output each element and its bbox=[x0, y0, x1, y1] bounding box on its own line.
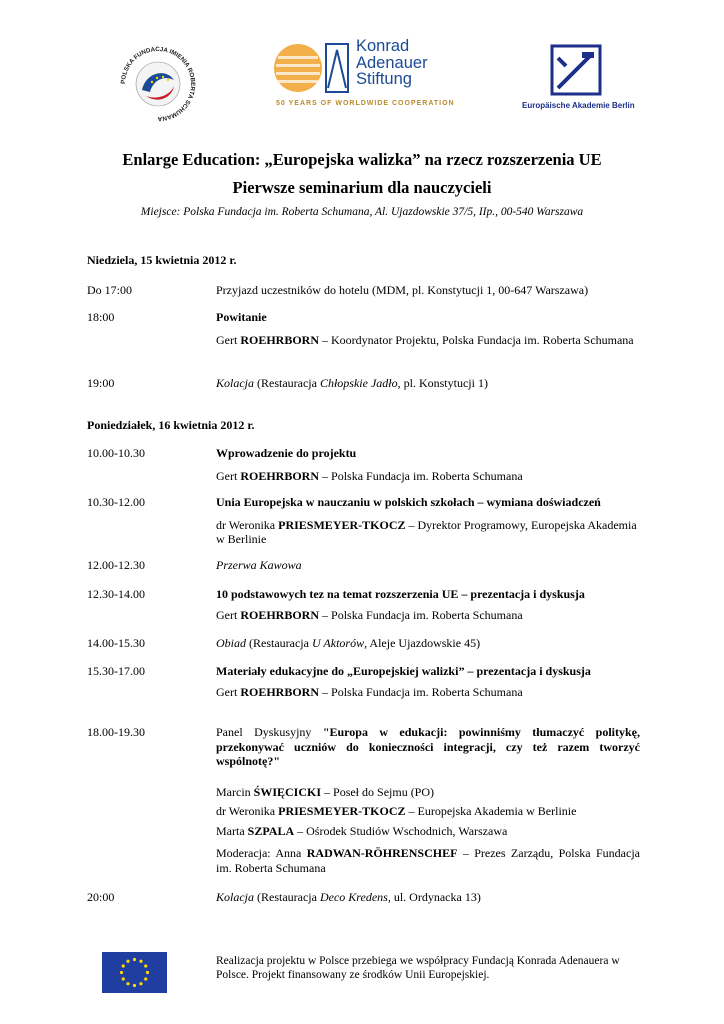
europaeische-akademie-logo bbox=[522, 44, 635, 112]
time-cell: 19:00 bbox=[87, 376, 115, 390]
eu-star bbox=[120, 971, 123, 974]
time-cell: 15.30-17.00 bbox=[87, 664, 145, 678]
agenda-item: Obiad (Restauracja U Aktorów, Aleje Ujazdowskie 45) bbox=[216, 636, 481, 650]
agenda-item: Powitanie Gert ROEHRBORN – Koordynator Projektu, Polska Fundacja im. Roberta Schumana bbox=[216, 310, 634, 347]
kas-tagline: 50 YEARS OF WORLDWIDE COOPERATION bbox=[276, 100, 455, 107]
agenda-item: Kolacja (Restauracja Deco Kredens, ul. Ordynacka 13) bbox=[216, 890, 481, 904]
schuman-foundation-logo bbox=[116, 42, 200, 126]
eu-star bbox=[139, 982, 142, 985]
eu-star bbox=[122, 964, 125, 967]
day-heading-monday: Poniedziałek, 16 kwietnia 2012 r. bbox=[87, 418, 255, 432]
eu-star bbox=[122, 977, 125, 980]
agenda-item: 10 podstawowych tez na temat rozszerzenia UE – prezentacja i dyskusja Gert ROEHRBORN – Polska Fundacja im. Roberta Schumana bbox=[216, 587, 585, 622]
eu-star bbox=[133, 958, 136, 961]
eu-star bbox=[126, 960, 129, 963]
time-cell: 18:00 bbox=[87, 310, 115, 324]
time-cell: 20:00 bbox=[87, 890, 115, 904]
day-heading-sunday: Niedziela, 15 kwietnia 2012 r. bbox=[87, 253, 237, 267]
time-cell: 18.00-19.30 bbox=[87, 725, 145, 739]
agenda-item: Kolacja (Restauracja Chłopskie Jadło, pl. Konstytucji 1) bbox=[216, 376, 488, 390]
time-cell: 12.00-12.30 bbox=[87, 558, 145, 572]
time-cell: 10.00-10.30 bbox=[87, 446, 145, 460]
time-cell: 10.30-12.00 bbox=[87, 495, 145, 509]
eu-star bbox=[144, 977, 147, 980]
agenda-item: Przerwa Kawowa bbox=[216, 558, 302, 572]
time-cell: 14.00-15.30 bbox=[87, 636, 145, 650]
eab-name: Europäische Akademie Berlin bbox=[522, 101, 635, 110]
kas-name: Konrad Adenauer Stiftung bbox=[356, 37, 428, 88]
eu-star bbox=[133, 984, 136, 987]
eu-flag-icon bbox=[102, 952, 167, 993]
document-subtitle: Pierwsze seminarium dla nauczycieli bbox=[232, 178, 492, 197]
footer-note: Realizacja projektu w Polsce przebiega we współpracy Fundacją Konrada Adenauera w Polsce. Projekt finansowany ze środków Unii Europejskiej. bbox=[216, 955, 620, 981]
eu-star bbox=[126, 982, 129, 985]
panel-discussion-item: Panel Dyskusyjny "Europa w edukacji: powinniśmy tłumaczyć politykę, przekonywać uczniów do konieczności integracji, czy też razem tworzyć wspólnotę?" Marcin ŚWIĘCICKI – Poseł do Sejmu (PO) dr Weronika PRIESMEYER-TKOCZ – Europejska Akademia w Berlinie Marta SZPALA – Ośrodek Studiów Wschodnich, Warszawa Moderacja: Anna RADWAN-RÖHRENSCHEF – Prezes Zarządu, Polska Fundacja im. Roberta Schumana bbox=[216, 725, 640, 875]
time-cell: Do 17:00 bbox=[87, 283, 132, 297]
eu-star bbox=[146, 971, 149, 974]
schuman-ring-text: POLSKA FUNDACJA IMIENIA ROBERTA SCHUMANA bbox=[119, 45, 197, 123]
agenda-item: Wprowadzenie do projektu Gert ROEHRBORN – Polska Fundacja im. Roberta Schumana bbox=[216, 446, 523, 483]
eu-star bbox=[139, 960, 142, 963]
agenda-item: Materiały edukacyjne do „Europejskiej walizki” – prezentacja i dyskusja Gert ROEHRBORN – Polska Fundacja im. Roberta Schumana bbox=[216, 664, 591, 699]
agenda-item: Przyjazd uczestników do hotelu (MDM, pl. Konstytucji 1, 00-647 Warszawa) bbox=[216, 283, 589, 297]
venue-line: Miejsce: Polska Fundacja im. Roberta Schumana, Al. Ujazdowskie 37/5, IIp., 00-540 Warszawa bbox=[140, 206, 584, 218]
eu-star bbox=[144, 964, 147, 967]
konrad-adenauer-stiftung-logo bbox=[270, 37, 470, 116]
agenda-item: Unia Europejska w nauczaniu w polskich szkołach – wymiana doświadczeń dr Weronika PRIESMEYER-TKOCZ – Dyrektor Programowy, Europejska Akademia w Berlinie bbox=[216, 495, 637, 546]
document-title: Enlarge Education: „Europejska walizka” na rzecz rozszerzenia UE bbox=[122, 150, 602, 169]
time-cell: 12.30-14.00 bbox=[87, 587, 145, 601]
